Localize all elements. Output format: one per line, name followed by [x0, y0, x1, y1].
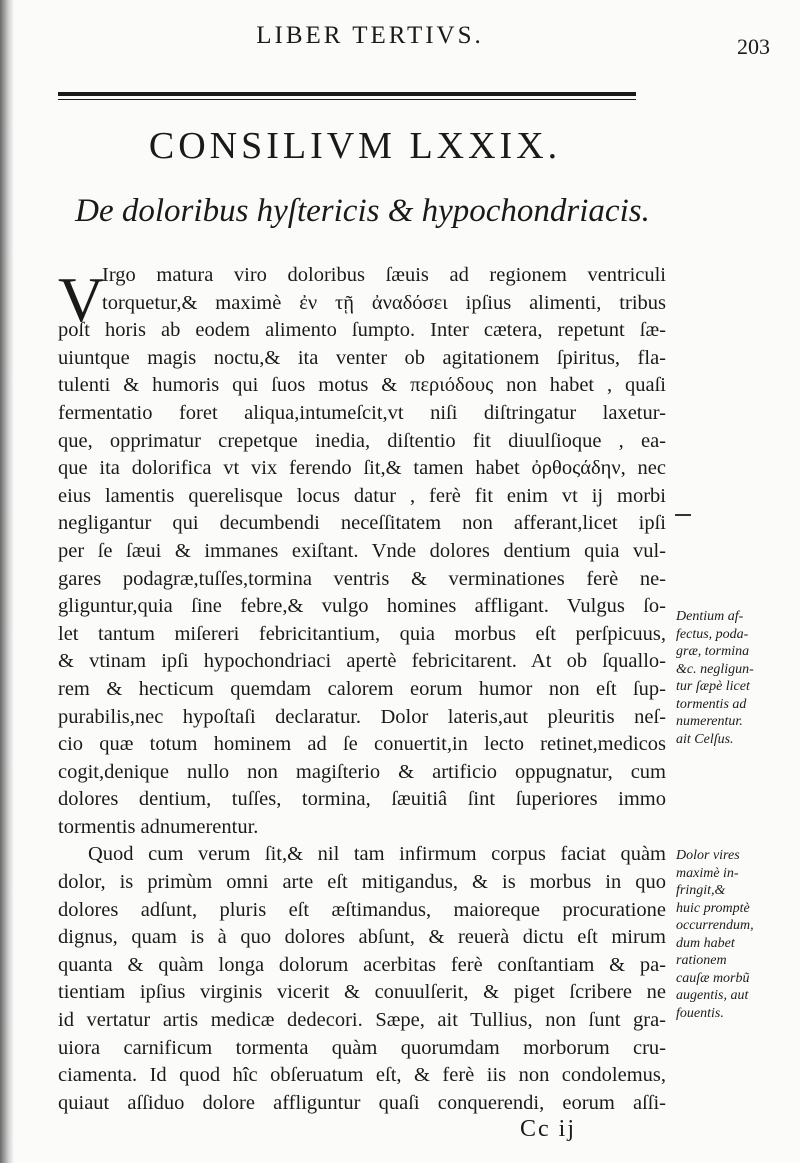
text-line: cogit,denique nullo non magiſterio & artificio oppugnatur, cum	[58, 760, 666, 783]
text-line: torquetur,& maximè ἐν τῇ ἀναδόσει ipſius alimenti, tribus	[102, 291, 666, 314]
text-line: que, opprimatur crepetque inedia, diſtentio fit diuulſioque , ea-	[58, 429, 666, 452]
running-title: LIBER TERTIVS.	[256, 22, 484, 49]
text-line: dolores adſunt, pluris eſt æſtimandus, maioreque procuratione	[58, 898, 666, 921]
drop-cap: V	[58, 264, 105, 335]
margin-note-line: rationem	[676, 953, 727, 968]
header-rule-thick	[58, 92, 636, 96]
margin-note-line: huic promptè	[676, 900, 750, 916]
margin-note-line: fectus, poda-	[676, 626, 749, 642]
text-line: cio quæ totum hominem ad ſe conuertit,in lecto retinet,medicos	[58, 733, 666, 756]
margin-note-dentium	[676, 608, 794, 748]
signature-mark: Cc ij	[520, 1116, 576, 1142]
margin-note-line: tur ſæpè licet	[676, 679, 750, 694]
margin-dash-mark	[675, 514, 691, 516]
text-line: uiuntque magis noctu,& ita venter ob agitationem ſpiritus, flа-	[58, 346, 666, 369]
text-line: quiaut aſſiduo dolore affliguntur quaſi conquerendi, eorum aſſi-	[58, 1091, 666, 1114]
text-line: tulenti & humoris qui ſuos motus & περιόδους non habet , quaſi	[58, 374, 666, 397]
text-line: let tantum miſereri febricitantium, quia morbus eſt perſpicuus,	[58, 622, 666, 645]
page-gutter-shadow	[0, 0, 14, 1163]
text-line: quanta & quàm longa dolorum acerbitas ferè conſtantiam & pa-	[58, 953, 666, 976]
margin-note-dolor	[676, 847, 794, 1022]
margin-note-line: græ, tormina	[676, 644, 750, 659]
text-line: dolor, is primùm omni arte eſt mitigandus, & is morbus in quo	[58, 871, 666, 894]
text-line: Quod cum verum ſit,& nil tam infirmum corpus faciat quàm	[88, 843, 666, 866]
text-line: eius lamentis querelisque locus datur , ferè fit enim vt ij morbi	[58, 484, 666, 507]
margin-note-line: Dolor vires	[676, 848, 740, 863]
text-line: fermentatio foret aliqua,intumeſcit,vt niſi diſtringatur laxetur-	[58, 401, 666, 424]
header-rule-thin	[58, 99, 636, 100]
margin-note-line: Dentium af-	[676, 609, 744, 624]
text-line: dolores dentium, tuſſes, tormina, ſæuitiâ ſint ſuperiores immo	[58, 788, 666, 811]
margin-note-line: cauſæ morbũ	[676, 970, 750, 986]
text-line: & vtinam ipſi hypochondriaci apertè febricitarent. At ob ſquallo-	[58, 650, 666, 673]
chapter-subtitle: De doloribus hyſtericis & hypochondriacis.	[75, 193, 650, 229]
margin-note-line: ait Celſus.	[676, 731, 734, 747]
margin-note-line: numerentur.	[676, 714, 743, 729]
text-line: dignus, quam is à quo dolores abſunt, & reuerà dictu eſt mirum	[58, 926, 666, 949]
text-line: tientiam ipſius virginis vicerit & conuulſerit, & piget ſcribere ne	[58, 981, 666, 1004]
text-line: per ſe ſæui & immanes exiſtant. Vnde dolores dentium quia vul-	[58, 539, 666, 562]
text-line: tormentis adnumerentur.	[58, 815, 259, 838]
text-line: Irgo matura viro doloribus ſæuis ad regionem ventriculi	[102, 264, 666, 286]
text-line: poſt horis ab eodem alimento ſumpto. Inter cætera, repetunt ſæ-	[58, 319, 666, 342]
margin-note-line: tormentis ad	[676, 696, 747, 712]
margin-note-line: dum habet	[676, 935, 735, 951]
running-head	[0, 22, 800, 59]
text-line: purabilis,nec hypoſtaſi declaratur. Dolor lateris,aut pleuritis neſ-	[58, 705, 666, 728]
margin-note-line: fringit,&	[676, 883, 726, 898]
margin-note-line: maximè in-	[676, 865, 739, 881]
text-line: gliguntur,quia ſine febre,& vulgo homines affligant. Vulgus ſo-	[58, 595, 666, 618]
chapter-title: CONSILIVM LXXIX.	[148, 125, 562, 167]
margin-note-line: occurrendum,	[676, 918, 754, 933]
text-line: rem & hecticum quemdam calorem eorum humor non eſt ſup-	[58, 677, 666, 700]
margin-note-line: augentis, aut	[676, 988, 749, 1003]
text-line: uiora carnificum tormenta quàm quorumdam morborum cru-	[58, 1036, 666, 1059]
margin-note-line: fouentis.	[676, 1005, 724, 1021]
margin-note-line: &c. negligun-	[676, 661, 754, 677]
text-line: gares podagræ,tuſſes,tormina ventris & verminationes ferè ne-	[58, 567, 666, 590]
text-line: id vertatur artis medicæ dedecori. Sæpe, ait Tullius, non ſunt gra-	[58, 1009, 666, 1032]
page-number: 203	[737, 34, 770, 59]
text-line: negligantur qui decumbendi neceſſitatem non afferant,licet ipſi	[58, 512, 666, 535]
text-line: ciamenta. Id quod hîc obſeruatum eſt, & ferè iis non condolemus,	[58, 1064, 666, 1087]
main-text-block	[58, 262, 666, 1117]
text-line: que ita dolorifica vt vix ferendo ſit,& tamen habet ὀρθοςάδην, nec	[58, 457, 666, 480]
